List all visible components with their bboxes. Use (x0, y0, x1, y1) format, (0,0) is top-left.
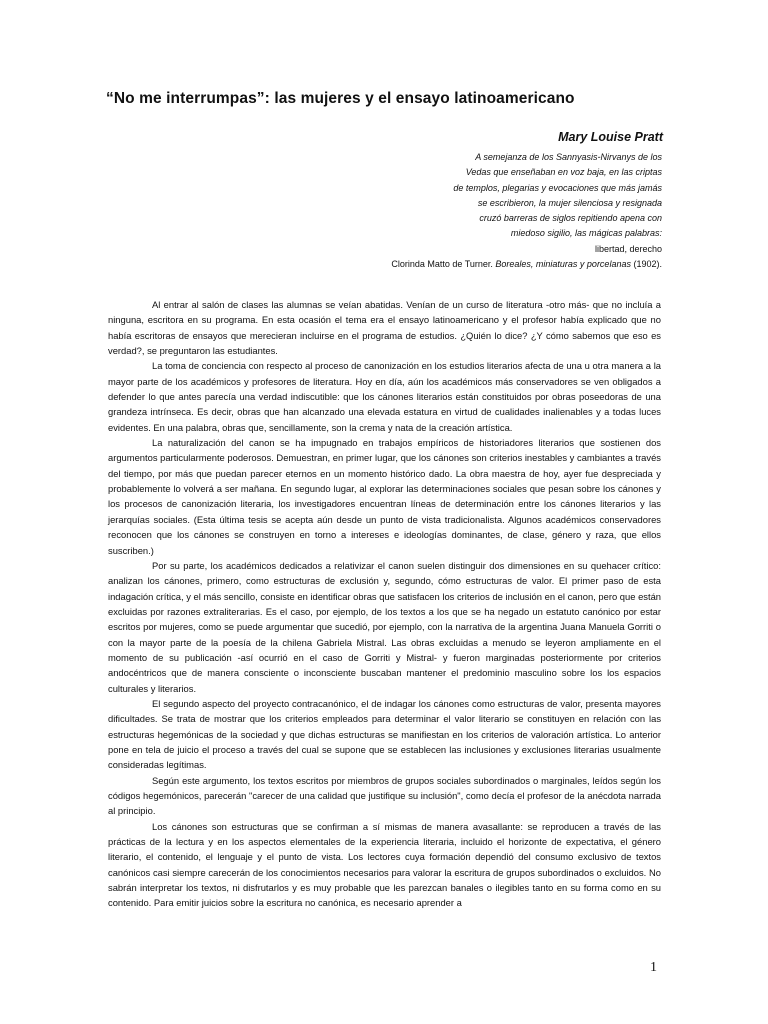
epigraph-line: de templos, plegarias y evocaciones que más jamás (453, 182, 662, 193)
attribution-work: Boreales, miniaturas y porcelanas (495, 259, 631, 270)
epigraph-line: se escribieron, la mujer silenciosa y resignada (477, 197, 662, 208)
paragraph: El segundo aspecto del proyecto contracanónico, el de indagar los cánones como estructuras de valor, presenta mayores dificultades. Se trata de mostrar que los criterios empleados para determinar el valor literario se constituyen en relación con las estructuras hegemónicas de la sociedad y que dichas estructuras se manifiestan en los criterios de valoración artística. Lo anterior pone en tela de juicio el proceso a través del cual se supone que se establecen las inclusiones y exclusiones literarias usualmente consideradas legítimas. (108, 697, 661, 771)
epigraph-line: Vedas que enseñaban en voz baja, en las criptas (465, 167, 662, 178)
paragraph: Por su parte, los académicos dedicados a relativizar el canon suelen distinguir dos dimensiones en su quehacer crítico: analizan los cánones, primero, como estructuras de exclusión y, segundo, cómo estructuras de valor. El primer paso de esta indagación crítica, y el más sencillo, consiste en identificar obras que satisfacen los criterios de inclusión en el canon, pero que están excluidas por razones extraliterarias. Es el caso, por ejemplo, de los textos a los que se ha negado un estatuto canónico por estar escritos por mujeres, como se puede argumentar que sucedió, por ejemplo, con la narrativa de la argentina Juana Manuela Gorriti o con la mayor parte de la poesía de la chilena Gabriela Mistral. Las obras excluidas a menudo se leyeron ampliamente en el momento de su publicación -así ocurrió en el caso de Gorriti y Mistral- y fueron marginadas posteriormente por criterios andocéntricos que de manera consciente o inconsciente buscaban mantener el predominio masculino sobre los los espacios culturales y literarios. (108, 559, 661, 694)
epigraph-attribution (242, 257, 662, 272)
epigraph-line: miedoso sigilio, las mágicas palabras: (510, 228, 662, 239)
paragraph: Los cánones son estructuras que se confirman a sí mismas de manera avasallante: se reproducen a través de las prácticas de la lectura y en los aspectos elementales de la experiencia literaria, incluido el horizonte de expectativa, el género literario, el contenido, el lenguaje y el punto de vista. Los lectores cuya formación dependió del consumo exclusivo de textos canónicos casi siempre carecerán de los conocimientos necesarios para valorar la escritura de grupos subordinados o excluidos. No sabrán interpretar los textos, ni disfrutarlos y es muy probable que les parezcan banales o ilegibles tanto en su forma como en su contenido. Para emitir juicios sobre la escritura no canónica, es necesario aprender a (108, 820, 661, 909)
epigraph-closing: libertad, derecho (594, 243, 662, 254)
epigraph (242, 150, 662, 272)
document-title: “No me interrumpas”: las mujeres y el ensayo latinoamericano (106, 90, 575, 107)
attribution-year: (1902). (630, 259, 662, 270)
paragraph: Según este argumento, los textos escritos por miembros de grupos sociales subordinados o marginales, leídos según los códigos hegemónicos, parecerán "carecer de una calidad que justifique su inclusión", como decía el profesor de la anécdota narrada al principio. (108, 774, 661, 817)
attribution-author: Clorinda Matto de Turner. (391, 259, 496, 270)
author-name: Mary Louise Pratt (558, 130, 663, 144)
article-body (108, 297, 661, 911)
epigraph-line: cruzó barreras de siglos repitiendo apena con (479, 213, 662, 224)
epigraph-line: A semejanza de los Sannyasis-Nirvanys de los (475, 152, 662, 162)
page-number: 1 (650, 960, 657, 975)
paragraph: La naturalización del canon se ha impugnado en trabajos empíricos de historiadores literarios que sostienen dos argumentos particularmente poderosos. Demuestran, en primer lugar, que los cánones son criterios inestables y cambiantes a través del tiempo, por más que puedan parecer eternos en un momento histórico dado. La obra maestra de hoy, ayer fue despreciada y probablemente lo volverá a ser mañana. En segundo lugar, al explorar las determinaciones sociales que pesan sobre los cánones y los procesos de canonización literaria, los investigadores encuentran líneas de determinación entre los cánones literarios y las jerarquías sociales. (Esta última tesis se acepta aún desde un punto de vista tradicionalista. Algunos académicos conservadores reconocen que los cánones se construyen en torno a intereses e ideologías dominantes, de clase, género y raza, que ellos suscriben.) (108, 437, 661, 556)
paragraph: Al entrar al salón de clases las alumnas se veían abatidas. Venían de un curso de literatura -otro más- que no incluía a ninguna, escritora en su programa. En esta ocasión el tema era el ensayo latinoamericano y el profesor había explicado que no había escritoras de ensayos que merecieran incluirse en el programa de estudios. ¿Quién lo dice? ¿Y cómo sabemos que eso es verdad?, se preguntaron las estudiantes. (108, 299, 661, 357)
paragraph: La toma de conciencia con respecto al proceso de canonización en los estudios literarios afecta de una u otra manera a la mayor parte de los académicos y profesores de literatura. Hoy en día, aún los académicos más conservadores se ven obligados a defender lo que antes parecía una verdad indiscutible: que los cánones literarios están constituidos por obras poseedoras de una grandeza intrínseca. Es decir, obras que han alcanzado una elevada estatura en virtud de cualidades inalienables y a todas luces evidentes. En una palabra, obras que, sencillamente, son la crema y nata de la creación artística. (108, 360, 661, 433)
